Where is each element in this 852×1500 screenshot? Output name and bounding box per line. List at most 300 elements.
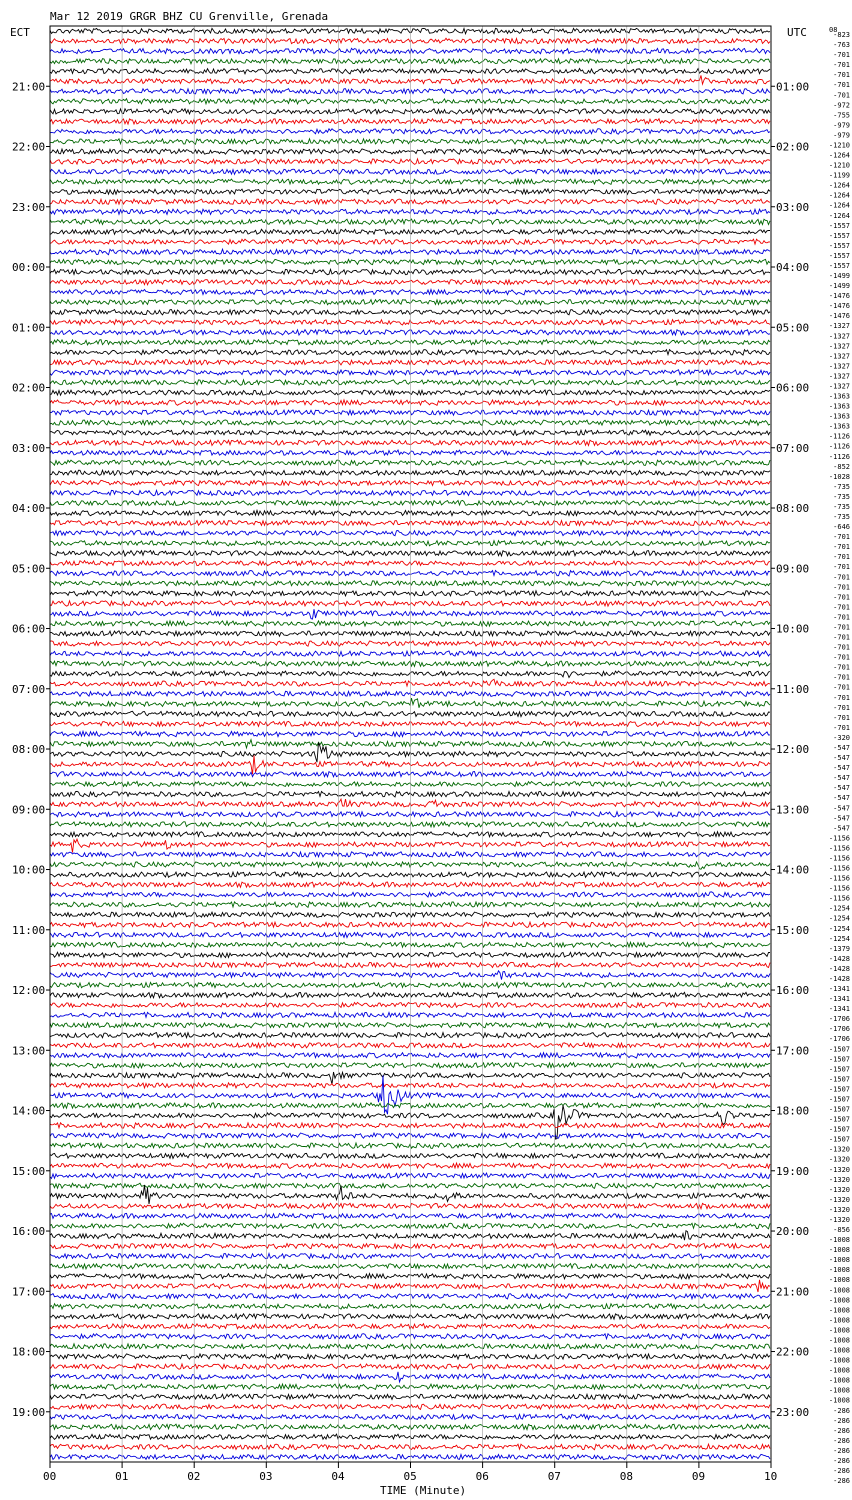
right-hour-label: 17:00: [776, 1044, 810, 1058]
seismic-trace: [50, 89, 770, 94]
seismic-trace: [50, 581, 770, 586]
trace-offset-label: -547: [833, 754, 850, 763]
trace-offset-label: -701: [833, 543, 850, 552]
seismic-trace: [50, 1304, 770, 1309]
left-hour-label: 18:00: [12, 1345, 46, 1359]
trace-offset-label: -1363: [828, 422, 850, 431]
left-timezone-label: ECT: [10, 26, 30, 39]
seismic-trace: [50, 561, 770, 566]
seismic-trace: [50, 902, 770, 908]
seismic-trace: [50, 922, 770, 927]
trace-offset-label: -1008: [828, 1236, 850, 1245]
trace-offset-label: -701: [833, 553, 850, 562]
seismic-trace: [50, 28, 770, 33]
seismic-trace: [50, 350, 770, 356]
seismic-trace: [50, 1280, 770, 1292]
left-hour-label: 23:00: [12, 200, 46, 214]
trace-offset-label: -701: [833, 663, 850, 672]
seismic-trace: [50, 139, 770, 145]
trace-offset-label: -1706: [828, 1035, 850, 1044]
seismic-trace: [50, 310, 770, 315]
seismic-trace: [50, 839, 770, 852]
left-hour-label: 11:00: [12, 923, 46, 937]
trace-offset-label: -286: [833, 1416, 850, 1425]
trace-offset-label: -1008: [828, 1386, 850, 1395]
right-timezone-label: UTC: [787, 26, 807, 39]
x-tick-label: 08: [619, 1470, 634, 1483]
seismic-trace: [50, 822, 770, 827]
x-tick-label: 00: [43, 1470, 57, 1483]
trace-offset-label: -1507: [828, 1105, 850, 1114]
trace-offset-label: -1126: [828, 442, 850, 451]
left-hour-label: 15:00: [12, 1164, 46, 1178]
seismic-trace: [50, 1043, 770, 1048]
trace-offset-label: -1199: [828, 171, 850, 180]
trace-offset-label: -701: [833, 563, 850, 572]
seismic-trace: [50, 1002, 770, 1007]
seismic-trace: [50, 1364, 770, 1369]
seismic-trace: [50, 661, 770, 666]
trace-offset-label: -1507: [828, 1115, 850, 1124]
right-hour-label: 05:00: [776, 321, 810, 335]
trace-offset-label: -1320: [828, 1185, 850, 1194]
seismic-trace: [50, 48, 770, 54]
seismic-trace: [50, 340, 770, 345]
left-hour-label: 19:00: [12, 1405, 46, 1419]
trace-offset-label: -735: [833, 492, 850, 501]
seismic-trace: [50, 591, 770, 596]
left-hour-label: 09:00: [12, 803, 46, 817]
seismic-trace: [50, 698, 770, 708]
trace-offset-label: -701: [833, 653, 850, 662]
seismic-trace: [50, 1254, 770, 1259]
x-tick-label: 10: [764, 1470, 778, 1483]
trace-offset-label: -1008: [828, 1306, 850, 1315]
trace-offset-label: -286: [833, 1446, 850, 1455]
seismic-trace: [50, 500, 770, 505]
left-hour-label: 01:00: [12, 321, 46, 335]
left-hour-label: 10:00: [12, 863, 46, 877]
trace-offset-label: -1557: [828, 221, 850, 230]
x-tick-label: 04: [331, 1470, 345, 1483]
seismic-trace: [50, 179, 770, 184]
trace-offset-label: -1264: [828, 201, 850, 210]
seismic-trace: [50, 109, 770, 114]
seismic-trace: [50, 1153, 770, 1158]
right-hour-label: 15:00: [776, 923, 810, 937]
trace-offset-label: -1706: [828, 1015, 850, 1024]
right-hour-label: 22:00: [776, 1345, 810, 1359]
trace-offset-label: -701: [833, 91, 850, 100]
trace-offset-label: -1499: [828, 282, 850, 291]
seismic-trace: [50, 380, 770, 385]
trace-offset-label: -701: [833, 643, 850, 652]
trace-offset-label: -1507: [828, 1085, 850, 1094]
seismic-trace: [50, 490, 770, 495]
trace-offset-label: -1341: [828, 1005, 850, 1014]
trace-offset-label: -701: [833, 71, 850, 80]
trace-offset-label: -979: [833, 131, 850, 140]
trace-offset-label: -1320: [828, 1155, 850, 1164]
seismic-trace: [50, 159, 770, 164]
trace-offset-label: -1363: [828, 402, 850, 411]
seismic-trace: [50, 99, 770, 104]
seismic-trace: [50, 189, 770, 194]
trace-offset-label: -1008: [828, 1346, 850, 1355]
trace-offset-label: -1327: [828, 352, 850, 361]
seismic-trace: [50, 721, 770, 726]
trace-offset-label: -1363: [828, 412, 850, 421]
trace-offset-label: -1156: [828, 854, 850, 863]
trace-offset-label: -763: [833, 41, 850, 50]
left-hour-label: 07:00: [12, 682, 46, 696]
seismic-trace: [50, 229, 770, 234]
left-hour-label: 13:00: [12, 1044, 46, 1058]
x-tick-label: 02: [187, 1470, 201, 1483]
trace-offset-label: -1254: [828, 924, 850, 933]
seismic-trace: [50, 971, 770, 980]
trace-offset-label: -1008: [828, 1256, 850, 1265]
trace-offset-label: -1210: [828, 141, 850, 150]
trace-offset-label: -701: [833, 593, 850, 602]
trace-offset-label: -1320: [828, 1195, 850, 1204]
seismic-trace: [50, 812, 770, 817]
seismic-trace: [50, 962, 770, 967]
seismic-trace: [50, 450, 770, 455]
seismic-trace: [50, 731, 770, 737]
seismic-trace: [50, 1334, 770, 1340]
traces: [50, 28, 770, 1459]
seismic-trace: [50, 551, 770, 557]
seismic-trace: [50, 470, 770, 475]
seismic-trace: [50, 129, 770, 134]
trace-offset-label: -1254: [828, 934, 850, 943]
trace-offset-label: -1327: [828, 332, 850, 341]
trace-offset-label: -1557: [828, 261, 850, 270]
seismic-trace: [50, 1231, 770, 1241]
trace-offset-label: -1008: [828, 1336, 850, 1345]
trace-offset-label: -1210: [828, 161, 850, 170]
trace-offset-label: -1507: [828, 1125, 850, 1134]
x-tick-label: 06: [475, 1470, 489, 1483]
seismic-trace: [50, 1294, 770, 1299]
x-tick-label: 01: [115, 1470, 129, 1483]
seismic-trace: [50, 1264, 770, 1269]
trace-offset-label: -286: [833, 1467, 850, 1476]
seismic-trace: [50, 1173, 770, 1178]
seismic-trace: [50, 209, 770, 214]
seismic-trace: [50, 631, 770, 636]
trace-offset-label: -1008: [828, 1396, 850, 1405]
trace-offset-label: -701: [833, 583, 850, 592]
trace-offset-label: -1254: [828, 904, 850, 913]
left-hour-label: 06:00: [12, 622, 46, 636]
trace-offset-label: -1499: [828, 272, 850, 281]
trace-offset-label: -735: [833, 482, 850, 491]
trace-offset-label: -547: [833, 774, 850, 783]
seismic-trace: [50, 1143, 770, 1148]
seismic-trace: [50, 1183, 770, 1188]
seismic-trace: [50, 992, 770, 998]
seismic-trace: [50, 621, 770, 626]
seismic-trace: [50, 460, 770, 466]
x-tick-label: 05: [403, 1470, 417, 1483]
left-hour-label: 08:00: [12, 743, 46, 757]
seismic-trace: [50, 601, 770, 606]
seismic-trace: [50, 882, 770, 887]
seismic-trace: [50, 75, 770, 84]
seismic-trace: [50, 38, 770, 43]
left-hour-label: 00:00: [12, 261, 46, 275]
trace-offset-label: -735: [833, 513, 850, 522]
trace-offset-label: -823: [833, 31, 850, 40]
trace-offset-label: -1428: [828, 964, 850, 973]
seismic-trace: [50, 510, 770, 515]
left-hour-label: 03:00: [12, 441, 46, 455]
trace-offset-label: -286: [833, 1426, 850, 1435]
seismic-trace: [50, 1023, 770, 1028]
trace-offset-label: -1264: [828, 181, 850, 190]
right-hour-label: 03:00: [776, 200, 810, 214]
trace-offset-label: -979: [833, 121, 850, 130]
trace-offset-label: -701: [833, 573, 850, 582]
trace-offset-label: -856: [833, 1226, 850, 1235]
seismic-trace: [50, 1053, 770, 1058]
right-hour-label: 02:00: [776, 140, 810, 154]
left-hour-label: 04:00: [12, 502, 46, 516]
trace-offset-label: -1320: [828, 1145, 850, 1154]
trace-offset-label: -286: [833, 1436, 850, 1445]
seismic-trace: [50, 400, 770, 405]
seismic-trace: [50, 892, 770, 897]
trace-offset-label: -701: [833, 703, 850, 712]
seismic-trace: [50, 912, 770, 917]
seismic-trace: [50, 1072, 770, 1084]
seismic-trace: [50, 1384, 770, 1389]
trace-offset-label: -1706: [828, 1025, 850, 1034]
seismic-trace: [50, 942, 770, 947]
trace-offset-label: -1476: [828, 312, 850, 321]
trace-offset-label: -701: [833, 633, 850, 642]
right-hour-label: 12:00: [776, 743, 810, 757]
right-hour-label: 04:00: [776, 261, 810, 275]
trace-offset-label: -701: [833, 683, 850, 692]
seismic-trace: [50, 1213, 770, 1218]
trace-offset-label: -1008: [828, 1276, 850, 1285]
seismic-trace: [50, 440, 770, 446]
seismic-trace: [50, 651, 770, 656]
seismic-trace: [50, 832, 770, 837]
seismic-trace: [50, 69, 770, 74]
left-hour-label: 16:00: [12, 1225, 46, 1239]
trace-offset-label: -1008: [828, 1296, 850, 1305]
seismic-trace: [50, 1244, 770, 1249]
trace-offset-label: -1507: [828, 1055, 850, 1064]
trace-offset-label: -547: [833, 824, 850, 833]
chart-title: Mar 12 2019 GRGR BHZ CU Grenville, Grenada: [50, 10, 329, 23]
seismic-trace: [50, 1434, 770, 1439]
seismic-trace: [50, 791, 770, 797]
left-hour-label: 05:00: [12, 562, 46, 576]
trace-offset-label: -1476: [828, 302, 850, 311]
left-hour-label: 21:00: [12, 80, 46, 94]
left-hour-label: 17:00: [12, 1285, 46, 1299]
seismic-trace: [50, 781, 770, 786]
trace-offset-label: -1428: [828, 974, 850, 983]
trace-offset-label: -1327: [828, 342, 850, 351]
trace-offset-label: -1327: [828, 372, 850, 381]
trace-offset-label: -547: [833, 764, 850, 773]
seismic-trace: [50, 799, 770, 807]
trace-offset-label: -1327: [828, 322, 850, 331]
seismic-trace: [50, 679, 770, 686]
right-hour-label: 23:00: [776, 1405, 810, 1419]
trace-offset-label: -972: [833, 101, 850, 110]
trace-offset-label: -1008: [828, 1266, 850, 1275]
seismic-trace: [50, 1414, 770, 1419]
seismic-trace: [50, 1314, 770, 1320]
seismic-trace: [50, 755, 770, 774]
seismic-trace: [50, 1394, 770, 1399]
seismic-trace: [50, 740, 770, 748]
seismic-trace: [50, 299, 770, 304]
trace-offset-label: -1156: [828, 894, 850, 903]
seismic-trace: [50, 1012, 770, 1018]
trace-offset-label: -735: [833, 502, 850, 511]
seismic-trace: [50, 952, 770, 957]
right-hour-label: 19:00: [776, 1164, 810, 1178]
right-hour-label: 09:00: [776, 562, 810, 576]
seismic-trace: [50, 269, 770, 274]
trace-offset-label: -646: [833, 523, 850, 532]
trace-offset-label: -1341: [828, 985, 850, 994]
trace-offset-label: -1156: [828, 884, 850, 893]
left-hour-label: 14:00: [12, 1104, 46, 1118]
trace-offset-label: -1507: [828, 1135, 850, 1144]
trace-offset-label: -1156: [828, 844, 850, 853]
trace-offset-label: -1008: [828, 1326, 850, 1335]
trace-offset-label: -1476: [828, 292, 850, 301]
seismic-trace: [50, 239, 770, 244]
trace-offset-label: -1557: [828, 251, 850, 260]
seismic-trace: [50, 1404, 770, 1409]
x-tick-label: 07: [547, 1470, 561, 1483]
trace-offset-label: -286: [833, 1456, 850, 1465]
right-top-label: 08: [829, 26, 838, 34]
right-hour-label: 14:00: [776, 863, 810, 877]
seismic-trace: [50, 1344, 770, 1349]
trace-offset-label: -701: [833, 723, 850, 732]
seismic-trace: [50, 531, 770, 536]
left-hour-label: 12:00: [12, 984, 46, 998]
seismic-trace: [50, 360, 770, 365]
trace-offset-label: -1507: [828, 1065, 850, 1074]
seismic-trace: [50, 1103, 770, 1108]
trace-offset-label: -1327: [828, 362, 850, 371]
seismic-trace: [50, 1424, 770, 1429]
trace-offset-label: -547: [833, 784, 850, 793]
left-hour-label: 22:00: [12, 140, 46, 154]
seismic-trace: [50, 982, 770, 988]
trace-offset-label: -1126: [828, 452, 850, 461]
trace-offset-label: -1028: [828, 472, 850, 481]
seismic-trace: [50, 280, 770, 285]
trace-offset-label: -701: [833, 623, 850, 632]
right-hour-label: 13:00: [776, 803, 810, 817]
x-axis-label: TIME (Minute): [380, 1484, 467, 1497]
trace-offset-label: -547: [833, 814, 850, 823]
seismic-trace: [50, 571, 770, 577]
seismic-trace: [50, 199, 770, 204]
trace-offset-label: -1008: [828, 1366, 850, 1375]
trace-offset-label: -1320: [828, 1205, 850, 1214]
left-hour-label: 02:00: [12, 381, 46, 395]
trace-offset-label: -286: [833, 1477, 850, 1486]
x-tick-label: 09: [691, 1470, 706, 1483]
seismic-trace: [50, 1033, 770, 1038]
seismic-trace: [50, 1274, 770, 1279]
seismic-trace: [50, 1324, 770, 1329]
seismic-trace: [50, 1223, 770, 1229]
seismic-trace: [50, 480, 770, 485]
seismic-trace: [50, 1133, 770, 1138]
right-hour-label: 21:00: [776, 1285, 810, 1299]
right-hour-label: 10:00: [776, 622, 810, 636]
seismic-trace: [50, 1075, 770, 1114]
seismic-trace: [50, 541, 770, 546]
trace-offset-label: -547: [833, 804, 850, 813]
right-hour-label: 18:00: [776, 1104, 810, 1118]
right-hour-label: 16:00: [776, 984, 810, 998]
seismic-trace: [50, 59, 770, 64]
seismic-trace: [50, 149, 770, 154]
seismic-trace: [50, 219, 770, 225]
seismic-trace: [50, 520, 770, 525]
right-hour-label: 07:00: [776, 441, 810, 455]
seismic-trace: [50, 1063, 770, 1068]
seismic-trace: [50, 609, 770, 619]
trace-offset-label: -1008: [828, 1356, 850, 1365]
trace-offset-label: -701: [833, 613, 850, 622]
trace-offset-label: -1557: [828, 231, 850, 240]
trace-offset-label: -1008: [828, 1246, 850, 1255]
trace-offset-label: -701: [833, 61, 850, 70]
seismic-trace: [50, 1083, 770, 1088]
seismic-trace: [50, 320, 770, 325]
trace-offset-label: -1327: [828, 382, 850, 391]
seismic-trace: [50, 249, 770, 255]
trace-offset-label: -1557: [828, 241, 850, 250]
right-hour-label: 20:00: [776, 1225, 810, 1239]
seismic-trace: [50, 1444, 770, 1450]
seismic-trace: [50, 259, 770, 264]
trace-offset-label: -1363: [828, 392, 850, 401]
trace-offset-label: -1320: [828, 1215, 850, 1224]
trace-offset-label: -1008: [828, 1286, 850, 1295]
trace-offset-label: -1156: [828, 864, 850, 873]
trace-offset-label: -1320: [828, 1175, 850, 1184]
seismic-trace: [50, 430, 770, 435]
trace-offset-label: -701: [833, 51, 850, 60]
trace-offset-label: -1428: [828, 954, 850, 963]
right-hour-label: 06:00: [776, 381, 810, 395]
trace-offset-label: -1254: [828, 914, 850, 923]
seismic-trace: [50, 390, 770, 395]
trace-offset-label: -1008: [828, 1376, 850, 1385]
seismic-trace: [50, 169, 770, 174]
seismic-trace: [50, 1163, 770, 1168]
trace-offset-label: -1264: [828, 211, 850, 220]
